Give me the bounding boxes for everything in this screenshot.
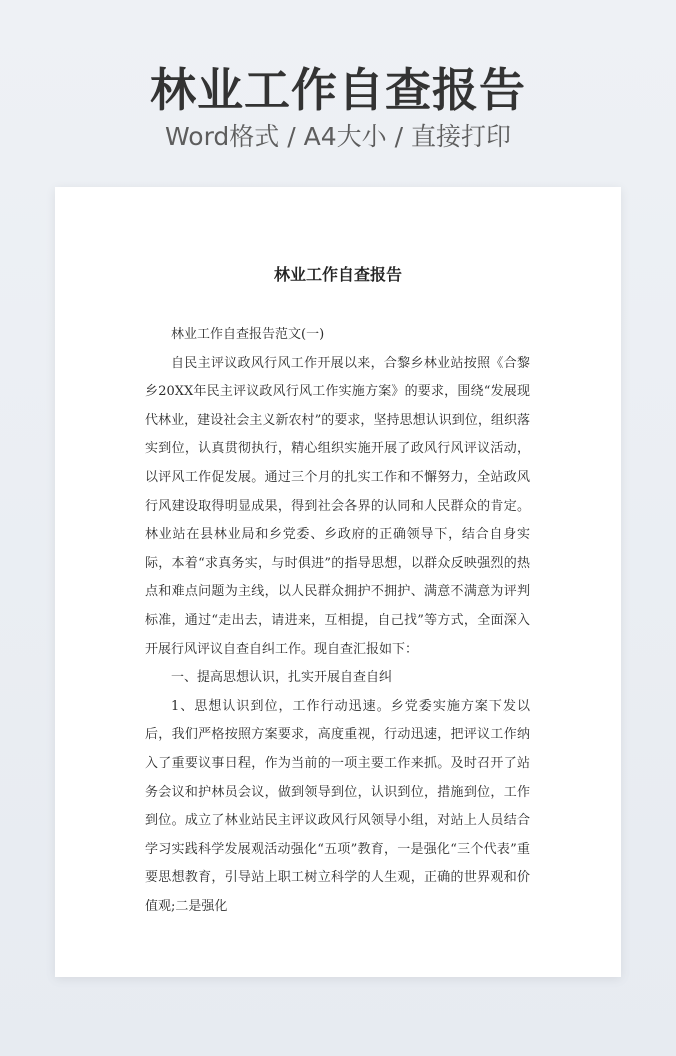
- header-banner: [0, 62, 676, 154]
- paragraph-section-1-item-1: 1、思想认识到位，工作行动迅速。乡党委实施方案下发以后，我们严格按照方案要求，高度重视，行动迅速，把评议工作纳入了重要议事日程，作为当前的一项主要工作来抓。及时召开了站务会议和护林员会议，做到领导到位，认识到位，措施到位，工作到位。成立了林业站民主评议政风行风领导小组，对站上人员结合学习实践科学发展观活动强化“五项”教育，一是强化“三个代表”重要思想教育，引导站上职工树立科学的人生观，正确的世界观和价值观;二是强化: [145, 698, 530, 914]
- section-heading-1: 一、提高思想认识，扎实开展自查自纠: [171, 670, 393, 686]
- document-title: 林业工作自查报告: [273, 265, 402, 284]
- paragraph-subtitle: 林业工作自查报告范文(一): [171, 327, 325, 342]
- document-body: [145, 321, 530, 921]
- paragraph-intro: 自民主评议政风行风工作开展以来，合黎乡林业站按照《合黎乡20XX年民主评议政风行风工作实施方案》的要求，围绕“发展现代林业，建设社会主义新农村”的要求，坚持思想认识到位，组织落实到位，认真贯彻执行，精心组织实施开展了政风行风评议活动，以评风工作促发展。通过三个月的扎实工作和不懈努力，全站政风行风建设取得明显成果，得到社会各界的认同和人民群众的肯定。林业站在县林业局和乡党委、乡政府的正确领导下，结合自身实际，本着“求真务实，与时俱进”的指导思想，以群众反映强烈的热点和难点问题为主线，以人民群众拥护不拥护、满意不满意为评判标准，通过“走出去，请进来，互相提，自己找”等方式，全面深入开展行风评议自查自纠工作。现自查汇报如下：: [145, 355, 530, 657]
- banner-subtitle: Word格式 / A4大小 / 直接打印: [165, 122, 511, 151]
- document-page: [55, 187, 621, 977]
- banner-title: 林业工作自查报告: [150, 63, 526, 117]
